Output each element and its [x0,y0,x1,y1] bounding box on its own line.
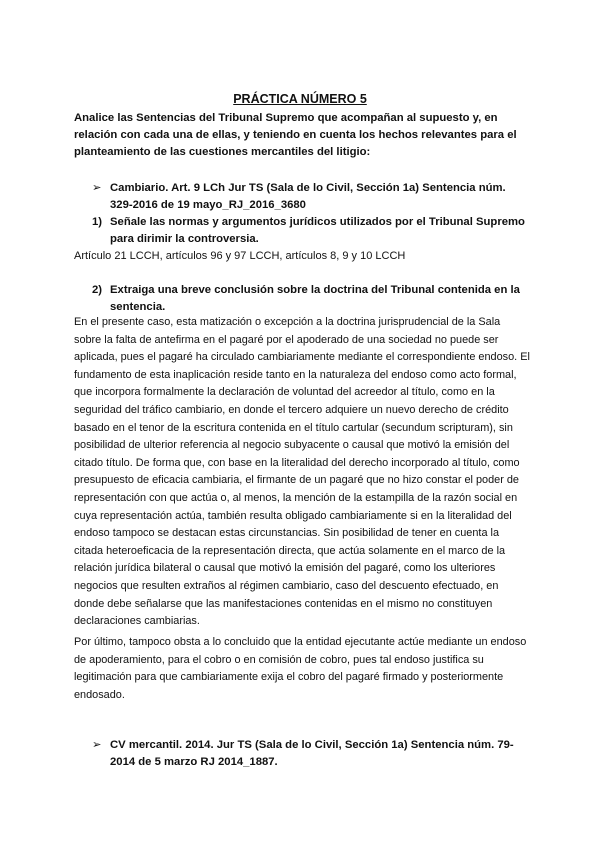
answer-2-paragraph-2: Por último, tampoco obsta a lo concluido que la entidad ejecutante actúe mediante un endoso de apoderamiento, para el cobro o en comisión de cobro, pues tal endoso justifica su legitimación para que cambiariamente exija el cobro del pagaré firmado y posteriormente endosado. [74,636,527,701]
answer-1: Artículo 21 LCCH, artículos 96 y 97 LCCH, artículos 8, 9 y 10 LCCH [74,250,406,262]
question-2-number: 2) [92,284,103,296]
page-title: PRÁCTICA NÚMERO 5 [233,92,367,106]
question-2 [92,282,528,316]
arrow-bullet-icon: ➢ [92,182,102,194]
case-1-heading: Cambiario. Art. 9 LCh Jur TS (Sala de lo Civil, Sección 1a) Sentencia núm. 329-2016 de 19 mayo_RJ_2016_3680 [110,182,506,211]
case-2-bullet [92,737,528,771]
question-1-text: Señale las normas y argumentos jurídicos utilizados por el Tribunal Supremo para dirimir la controversia. [110,216,525,245]
question-1 [92,214,528,248]
intro-paragraph: Analice las Sentencias del Tribunal Supremo que acompañan al supuesto y, en relación con cada una de ellas, y teniendo en cuenta los hechos relevantes para el planteamiento de las cuestiones mercantiles del litigio: [74,112,517,158]
case-1-bullet [92,180,528,214]
question-1-number: 1) [92,216,103,228]
question-2-text: Extraiga una breve conclusión sobre la doctrina del Tribunal contenida en la sentencia. [110,284,520,313]
answer-2-paragraph-1: En el presente caso, esta matización o excepción a la doctrina jurisprudencial de la Sala sobre la falta de antefirma en el pagaré por el apoderado de una sociedad no puede ser aplicada, pues el pagaré ha circulado cambiariamente mediante el correspondiente endoso. El fundamento de esta inaplicación reside tanto en la naturaleza del endoso como acto formal, que incorpora formalmente la declaración de voluntad del acreedor al título, como en la seguridad del tráfico cambiario, en donde el tercero adquiere un nuevo derecho de crédito basado en el tenor de la escritura contenida en el título cartular (secundum scripturam), sin posibilidad de ulterior referencia al negocio subyacente o causal que motivó la emisión del citado título. De forma que, con base en la literalidad del derecho incorporado al título, como presupuesto de eficacia cambiaria, el firmante de un pagaré que no hizo constar el poder de representación con que actúa o, al menos, la mención de la estampilla de la razón social en cuya representación actúa, también resulta obligado cambiariamente si en la literalidad del endoso tampoco se destacan estas circunstancias. Sin posibilidad de tener en cuenta la citada heteroeficacia de la representación directa, que actúa solamente en el marco de la relación jurídica bilateral o causal que motivó la emisión del pagaré, como los ulteriores negocios que resulten extraños al régimen cambiario, caso del descuento efectuado, en donde debe señalarse que las manifestaciones contenidas en el mismo no constituyen declaraciones cambiarias. [74,316,530,628]
case-2-heading: CV mercantil. 2014. Jur TS (Sala de lo Civil, Sección 1a) Sentencia núm. 79-2014 de 5 marzo RJ 2014_1887. [110,739,514,768]
arrow-bullet-icon: ➢ [92,739,102,751]
